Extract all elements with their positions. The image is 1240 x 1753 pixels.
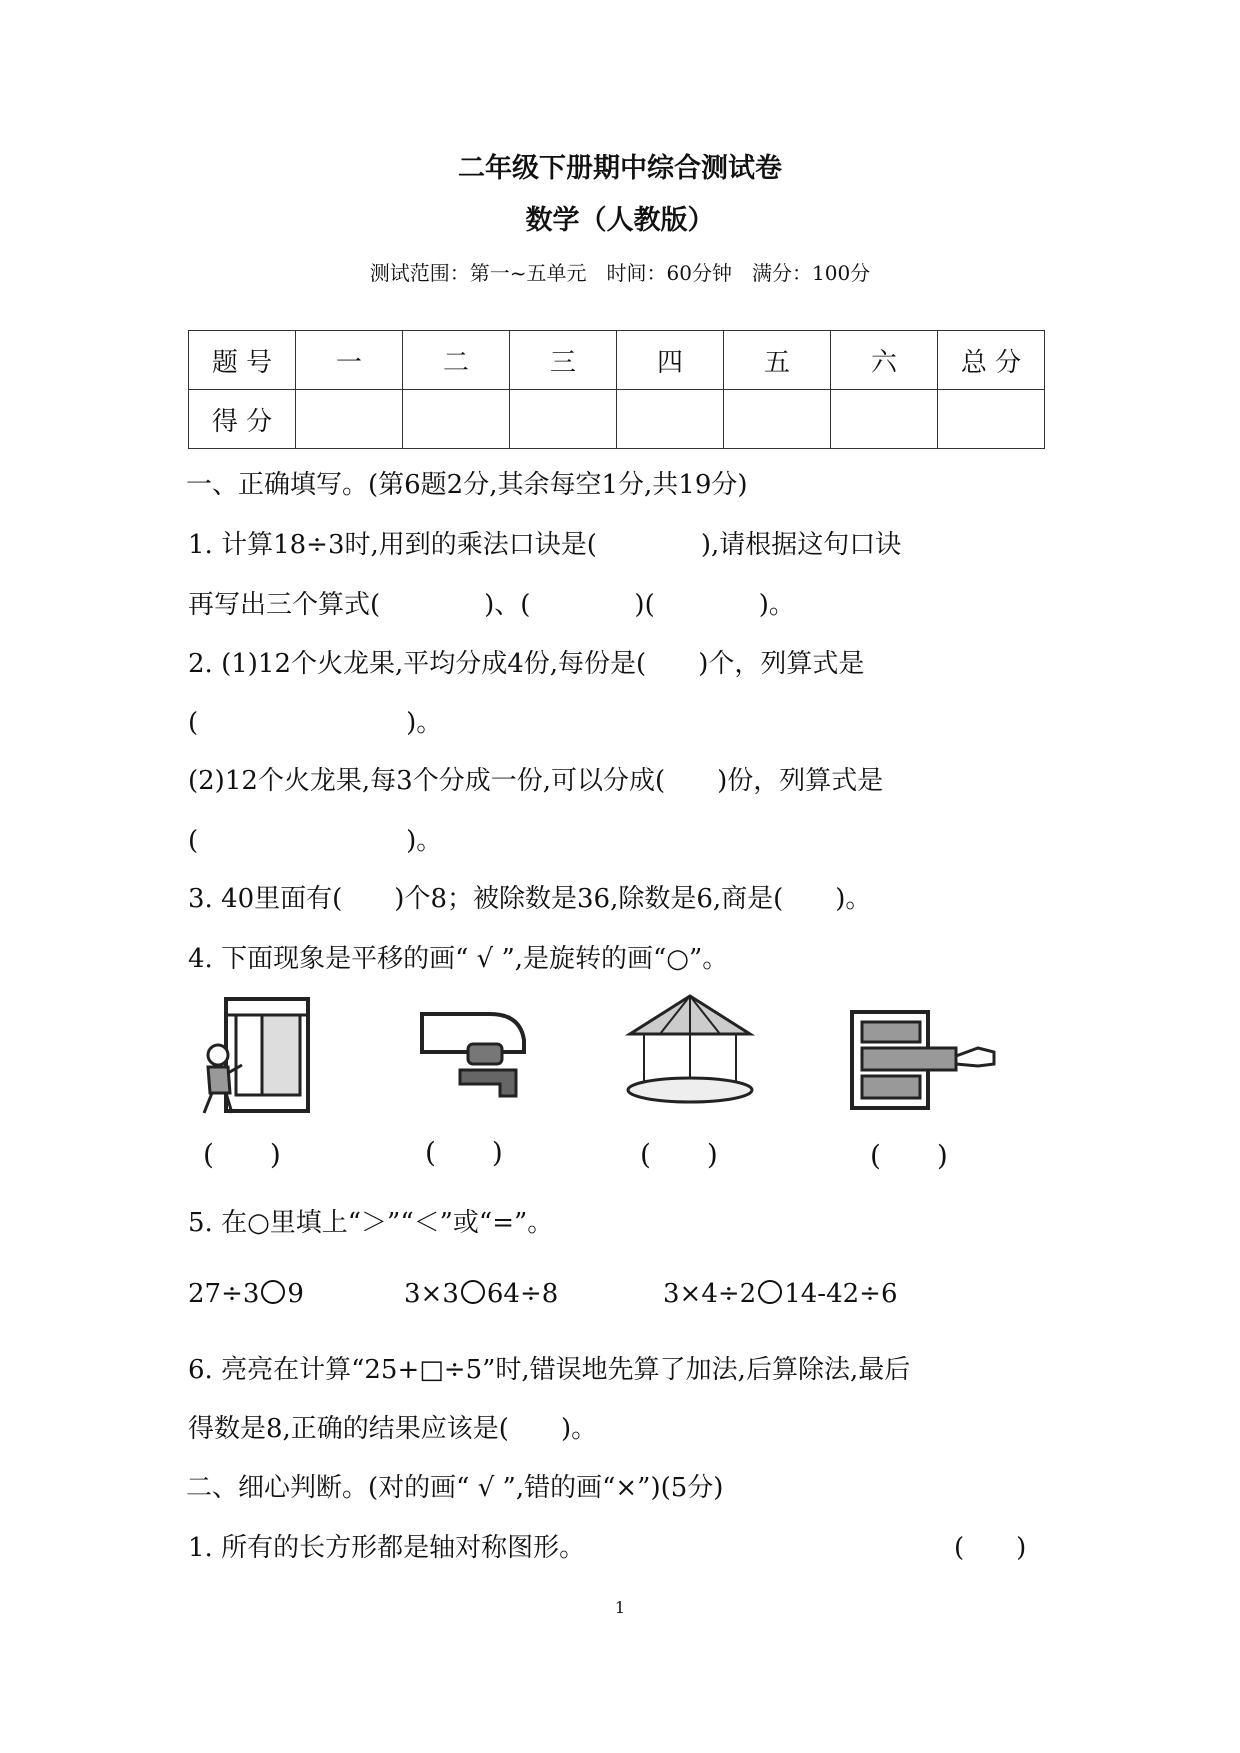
q2-line3: (2)12个火龙果,每3个分成一份,可以分成( )份，列算式是 [188,766,884,796]
table-cell: 二 [403,331,510,390]
table-cell: 一 [296,331,403,390]
q4-line: 4. 下面现象是平移的画“ √ ”,是旋转的画“○”。 [188,944,729,974]
test-info: 测试范围：第一~五单元 时间：60分钟 满分：100分 [369,261,871,285]
score-field[interactable] [403,390,510,449]
compare-circle[interactable] [261,1280,285,1304]
table-cell: 总 分 [938,331,1045,390]
q2-line1: 2. (1)12个火龙果,平均分成4份,每份是( )个，列算式是 [188,649,865,679]
window-push-icon [196,995,312,1117]
compare-right: 64÷8 [486,1279,559,1309]
answer-blank[interactable]: ( ) [870,1139,948,1172]
page-subtitle: 数学（人教版） [525,205,715,236]
compare-left: 3×4÷2 [663,1279,757,1309]
score-field[interactable] [831,390,938,449]
faucet-turn-icon [420,1000,538,1098]
section2-heading: 二、细心判断。(对的画“ √ ”,错的画“×”)(5分) [186,1473,724,1503]
score-field[interactable] [938,390,1045,449]
answer-blank[interactable]: ( ) [640,1138,718,1171]
compare-item [663,1279,897,1309]
compare-right: 14-42÷6 [784,1279,898,1309]
judge-q1: 1. 所有的长方形都是轴对称图形。 [188,1533,586,1563]
q1-line1: 1. 计算18÷3时,用到的乘法口诀是( ),请根据这句口诀 [188,530,902,560]
score-field[interactable] [724,390,831,449]
table-cell: 五 [724,331,831,390]
q1-line2: 再写出三个算式( )、( )( )。 [188,590,795,620]
table-cell: 三 [510,331,617,390]
compare-left: 3×3 [404,1279,459,1309]
compare-item [188,1279,304,1309]
q6-line2: 得数是8,正确的结果应该是( )。 [188,1414,598,1444]
compare-circle[interactable] [758,1280,782,1304]
score-table [188,330,1045,449]
answer-blank[interactable]: ( ) [203,1138,281,1171]
compare-circle[interactable] [461,1280,485,1304]
q3-line: 3. 40里面有( )个8；被除数是36,除数是6,商是( )。 [188,884,872,914]
table-score-row [189,390,1045,449]
table-cell: 得 分 [189,390,296,449]
q6-line1: 6. 亮亮在计算“25+□÷5”时,错误地先算了加法,后算除法,最后 [188,1355,911,1385]
page-title: 二年级下册期中综合测试卷 [458,153,782,184]
drawer-pull-icon [848,1008,998,1112]
q2-line4: ( )。 [188,826,443,856]
score-field[interactable] [510,390,617,449]
table-cell: 六 [831,331,938,390]
q2-line2: ( )。 [188,708,443,738]
table-header-row [189,331,1045,390]
score-field[interactable] [617,390,724,449]
table-cell: 题 号 [189,331,296,390]
page-number: 1 [614,1598,626,1617]
section1-heading: 一、正确填写。(第6题2分,其余每空1分,共19分) [186,470,748,500]
compare-item [404,1279,558,1309]
compare-left: 27÷3 [188,1279,260,1309]
answer-blank[interactable]: ( ) [425,1136,503,1169]
score-field[interactable] [296,390,403,449]
compare-right: 9 [287,1279,304,1309]
q5-line: 5. 在○里填上“＞”“＜”或“=”。 [188,1208,554,1238]
table-cell: 四 [617,331,724,390]
answer-blank[interactable]: ( ) [954,1533,1027,1563]
carousel-icon [624,990,756,1106]
